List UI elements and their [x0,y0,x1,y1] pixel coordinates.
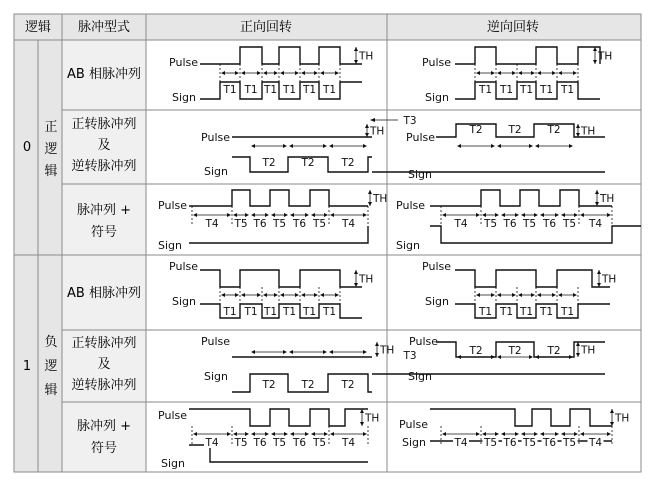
arrow-left-icon [580,213,584,217]
timing-label-t2: T2 [547,124,561,136]
arrow-up-icon [365,124,369,128]
sign-signal-label: Sign [408,370,432,383]
timing-label-t1: T1 [539,306,554,318]
sign-signal-label: Sign [396,239,420,252]
arrow-left-icon [521,432,525,436]
th-label: TH [581,344,596,357]
arrow-right-icon [573,71,577,75]
timing-label-t1: T1 [478,306,493,318]
timing-label-t4: T4 [205,437,219,449]
arrow-right-icon [607,432,611,436]
timing-label-t5: T5 [562,437,577,449]
pulse-type-column-bg [62,40,146,472]
sign-signal-label: Sign [161,457,185,470]
th-label: TH [373,193,388,205]
timing-label-t2: T2 [469,124,483,136]
arrow-left-icon [193,213,197,217]
timing-label-t6: T6 [292,218,307,230]
arrow-left-icon [535,355,539,359]
arrow-right-icon [235,71,239,75]
arrow-right-icon [295,71,299,75]
arrow-left-icon [233,213,237,217]
arrow-left-icon [442,213,446,217]
header-logic: 逻辑 [24,20,52,35]
pulse-signal-label: Pulse [409,335,438,348]
arrow-left-icon [251,144,255,148]
arrow-right-icon [305,432,309,436]
arrow-right-icon [574,432,578,436]
sign-signal-label: Sign [172,295,196,308]
sign-signal-label: Sign [158,239,182,252]
pulse-waveform [455,47,600,64]
pulse-signal-label: Pulse [422,260,451,273]
arrow-right-icon [476,213,480,217]
pulse-signal-label: Pulse [396,199,425,212]
arrow-right-icon [363,432,367,436]
arrow-right-icon [491,144,495,148]
pulse-type-cwccw-positive-3: 逆转脉冲列 [71,159,137,174]
timing-label-t1: T1 [263,84,278,96]
timing-label-t5: T5 [234,437,248,449]
arrow-left-icon [497,355,501,359]
timing-label-t6: T6 [542,437,557,449]
arrow-right-icon [573,293,577,297]
arrow-right-icon [245,213,249,217]
arrow-right-icon [314,71,318,75]
timing-label-t1: T1 [499,84,514,96]
timing-label-t2: T2 [341,157,355,169]
arrow-left-icon [330,213,334,217]
arrow-left-icon [233,432,237,436]
arrow-left-icon [501,213,505,217]
arrow-up-icon [610,409,614,413]
arrow-left-icon [311,432,315,436]
timing-label-t1: T1 [263,306,278,318]
arrow-right-icon [529,355,533,359]
pulse-signal-label: Pulse [201,131,230,144]
logic-label-negative-1: 负 [44,335,58,350]
pulse-type-cwccw-positive-1: 正转脉冲列 [71,117,137,132]
arrow-left-icon [221,293,225,297]
arrow-right-icon [476,432,480,436]
timing-label-t3: T3 [403,350,417,362]
arrow-up-icon [354,47,358,51]
arrow-right-icon [531,293,535,297]
timing-label-t2: T2 [547,345,561,357]
arrow-left-icon [329,350,333,354]
timing-label-t4: T4 [341,437,356,449]
sign-signal-label: Sign [425,91,449,104]
arrow-left-icon [521,213,525,217]
arrow-left-icon [280,293,284,297]
arrow-left-icon [476,293,480,297]
logic-label-negative-3: 辑 [44,383,58,398]
timing-label-t1: T1 [223,306,237,318]
arrow-right-icon [295,293,299,297]
timing-label-t5: T5 [522,437,537,449]
arrow-right-icon [323,144,327,148]
timing-label-t2: T2 [508,345,522,357]
th-label: TH [600,193,615,205]
arrow-right-icon [495,213,499,217]
timing-label-t5: T5 [312,437,327,449]
arrow-left-icon [320,71,324,75]
arrow-right-icon [274,71,278,75]
arrow-up-icon [375,342,379,346]
pulse-type-cwccw-positive-2: 及 [97,138,111,153]
arrow-right-icon [552,71,556,75]
th-label: TH [359,273,374,286]
timing-label-t1: T1 [282,84,297,96]
arrow-left-icon [311,213,315,217]
arrow-right-icon [265,432,269,436]
arrow-right-icon [607,213,611,217]
arrow-left-icon [537,71,541,75]
timing-label-t6: T6 [542,218,557,230]
timing-label-t1: T1 [322,306,337,318]
arrow-right-icon [363,350,367,354]
timing-label-t1: T1 [519,84,534,96]
timing-label-t5: T5 [272,437,287,449]
timing-label-t1: T1 [302,306,317,318]
arrow-left-icon [482,432,486,436]
arrow-left-icon [497,71,501,75]
timing-label-t1: T1 [302,84,317,96]
arrow-down-icon [576,353,580,357]
arrow-left-icon [193,432,197,436]
logic-code-negative: 1 [22,359,32,374]
arrow-right-icon [335,293,339,297]
arrow-down-icon [375,353,379,357]
arrow-left-icon [497,293,501,297]
timing-label-t1: T1 [560,306,575,318]
header-pulse-type: 脉冲型式 [77,20,131,35]
arrow-right-icon [257,293,261,297]
arrow-right-icon [257,71,261,75]
pulse-waveform [189,409,368,426]
arrow-right-icon [512,71,516,75]
arrow-left-icon [221,71,225,75]
timing-label-t1: T1 [560,84,575,96]
logic-label-positive-3: 辑 [44,164,58,179]
arrow-right-icon [305,213,309,217]
arrow-left-icon [271,213,275,217]
timing-label-t5: T5 [562,218,577,230]
arrow-left-icon [263,71,267,75]
pulse-waveform [189,190,368,206]
timing-label-t5: T5 [234,218,248,230]
sign-signal-label: Sign [172,91,196,104]
arrow-left-icon [501,432,505,436]
header-reverse-rotation: 逆向回转 [486,20,540,35]
timing-label-t1: T1 [282,306,297,318]
logic-label-negative-2: 逻 [44,359,58,374]
timing-label-t3: T3 [403,115,417,127]
timing-label-t6: T6 [253,437,267,449]
pulse-type-sign-positive-1: 脉冲列 + [76,203,132,218]
arrow-right-icon [283,144,287,148]
arrow-right-icon [284,432,288,436]
timing-label-t6: T6 [503,218,517,230]
arrow-right-icon [515,432,519,436]
timing-label-t1: T1 [244,306,258,318]
pulse-waveform [200,47,362,64]
timing-label-t2: T2 [341,379,355,391]
timing-label-t1: T1 [519,306,534,318]
timing-label-t1: T1 [499,306,514,318]
arrow-left-icon [497,144,501,148]
arrow-left-icon [558,293,562,297]
arrow-left-icon [518,71,522,75]
arrow-left-icon [476,71,480,75]
pulse-signal-label: Pulse [158,409,187,422]
timing-label-t6: T6 [253,218,267,230]
pulse-signal-label: Pulse [406,131,435,144]
arrow-down-icon [360,422,364,426]
pulse-type-cwccw-negative-2: 及 [97,357,111,372]
arrow-right-icon [227,432,231,436]
arrow-left-icon [457,355,461,359]
sign-signal-label: Sign [425,295,449,308]
arrow-right-icon [531,71,535,75]
arrow-left-icon [561,432,565,436]
th-label: TH [365,412,380,425]
arrow-right-icon [569,355,573,359]
arrow-right-icon [491,355,495,359]
pulse-signal-label: Pulse [422,56,451,69]
timing-label-t4: T4 [588,437,603,449]
th-label: TH [370,125,385,138]
arrow-right-icon [555,213,559,217]
arrow-left-icon [370,118,375,122]
th-label: TH [602,273,617,286]
arrow-down-icon [368,202,372,206]
arrow-right-icon [569,144,573,148]
timing-label-t5: T5 [483,437,498,449]
arrow-left-icon [320,293,324,297]
arrow-down-icon [593,60,597,64]
th-label: TH [581,125,596,138]
timing-label-t5: T5 [272,218,287,230]
th-label: TH [615,412,630,425]
timing-label-t6: T6 [503,437,517,449]
arrow-left-icon [280,71,284,75]
timing-label-t6: T6 [292,437,307,449]
arrow-left-icon [290,213,294,217]
arrow-right-icon [324,432,328,436]
arrow-right-icon [552,293,556,297]
logic-label-positive-2: 逻 [44,142,58,157]
arrow-right-icon [245,432,249,436]
arrow-right-icon [534,213,538,217]
th-label: TH [380,344,395,357]
timing-label-t1: T1 [478,84,493,96]
timing-label-t1: T1 [223,84,237,96]
th-label: TH [598,50,613,63]
arrow-right-icon [335,71,339,75]
timing-label-t4: T4 [205,218,219,230]
pulse-signal-label: Pulse [399,418,428,431]
arrow-right-icon [512,293,516,297]
timing-label-t1: T1 [322,84,337,96]
arrow-left-icon [558,71,562,75]
sign-signal-label: Sign [408,168,432,181]
timing-label-t2: T2 [262,379,276,391]
pulse-signal-label: Pulse [169,56,198,69]
pulse-type-sign-negative-2: 符号 [90,441,118,456]
arrow-left-icon [330,432,334,436]
timing-label-t1: T1 [539,84,554,96]
arrow-up-icon [597,270,601,274]
timing-label-t2: T2 [262,157,276,169]
arrow-right-icon [515,213,519,217]
arrow-left-icon [289,350,293,354]
pulse-type-sign-negative-1: 脉冲列 + [76,419,132,434]
timing-label-t5: T5 [312,218,327,230]
pulse-signal-label: Pulse [169,260,198,273]
arrow-left-icon [535,144,539,148]
arrow-left-icon [482,213,486,217]
arrow-left-icon [290,432,294,436]
arrow-left-icon [301,71,305,75]
th-label: TH [359,50,374,63]
timing-label-t2: T2 [301,157,315,169]
timing-label-t5: T5 [483,218,498,230]
arrow-right-icon [323,350,327,354]
pulse-type-ab-positive: AB 相脉冲列 [67,67,141,82]
arrow-right-icon [283,350,287,354]
arrow-left-icon [289,144,293,148]
arrow-up-icon [354,270,358,274]
arrow-left-icon [442,432,446,436]
arrow-right-icon [495,432,499,436]
arrow-left-icon [301,293,305,297]
timing-label-t1: T1 [244,84,258,96]
arrow-left-icon [271,432,275,436]
arrow-right-icon [491,71,495,75]
arrow-right-icon [265,213,269,217]
sign-signal-label: Sign [204,370,228,383]
arrow-right-icon [274,293,278,297]
arrow-left-icon [561,213,565,217]
timing-label-t2: T2 [508,124,522,136]
pulse-waveform [430,409,612,426]
header-forward-rotation: 正向回转 [239,20,293,35]
arrow-up-icon [595,190,599,194]
pulse-waveform [200,270,362,287]
timing-label-t4: T4 [341,218,356,230]
arrow-left-icon [537,293,541,297]
pulse-type-ab-negative: AB 相脉冲列 [67,286,141,301]
arrow-left-icon [263,293,267,297]
arrow-right-icon [555,432,559,436]
arrow-left-icon [241,293,245,297]
arrow-right-icon [284,213,288,217]
timing-label-t4: T4 [454,437,468,449]
arrow-left-icon [251,350,255,354]
pulse-waveform [430,190,615,206]
arrow-right-icon [363,213,367,217]
timing-label-t4: T4 [588,218,603,230]
arrow-left-icon [540,432,544,436]
timing-label-t2: T2 [301,379,315,391]
arrow-right-icon [227,213,231,217]
arrow-right-icon [529,144,533,148]
pulse-signal-label: Pulse [158,199,187,212]
arrow-right-icon [534,432,538,436]
timing-label-t5: T5 [522,218,537,230]
pulse-type-cwccw-negative-3: 逆转脉冲列 [71,378,137,393]
arrow-right-icon [324,213,328,217]
arrow-left-icon [580,432,584,436]
pulse-type-cwccw-negative-1: 正转脉冲列 [71,336,137,351]
arrow-right-icon [574,213,578,217]
timing-label-t4: T4 [454,218,468,230]
pulse-type-sign-positive-2: 符号 [90,225,118,240]
arrow-left-icon [518,293,522,297]
arrow-left-icon [540,213,544,217]
arrow-up-icon [368,190,372,194]
pulse-waveform [455,270,610,287]
pulse-signal-label: Pulse [201,335,230,348]
arrow-right-icon [314,293,318,297]
arrow-right-icon [363,144,367,148]
logic-label-positive-1: 正 [44,120,58,135]
sign-signal-label: Sign [402,436,426,449]
arrow-left-icon [251,432,255,436]
arrow-left-icon [329,144,333,148]
sign-signal-label: Sign [204,165,228,178]
arrow-left-icon [251,213,255,217]
arrow-right-icon [235,293,239,297]
arrow-up-icon [576,124,580,128]
arrow-left-icon [457,144,461,148]
arrow-left-icon [241,71,245,75]
arrow-right-icon [491,293,495,297]
logic-code-positive: 0 [22,140,32,155]
timing-label-t2: T2 [469,345,483,357]
